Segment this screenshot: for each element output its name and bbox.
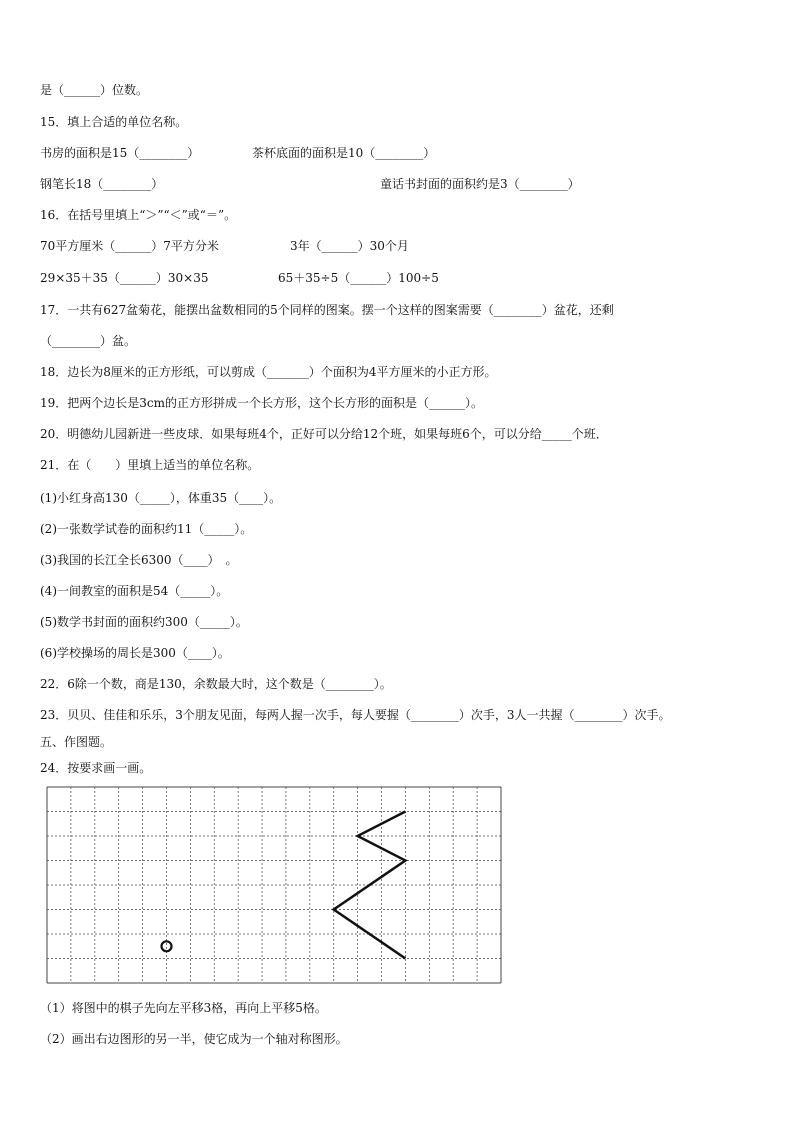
q15-a: 书房的面积是15（________） (40, 146, 200, 160)
q17-line1: 17．一共有627盆菊花，能摆出盆数相同的5个同样的图案。摆一个这样的图案需要（________）盆花，还剩 (40, 303, 614, 317)
q21-6: (6)学校操场的周长是300（____）。 (40, 646, 230, 660)
q16-d: 65＋35÷5（______）100÷5 (278, 271, 439, 285)
chess-piece (162, 941, 172, 951)
q15-title: 15．填上合适的单位名称。 (40, 115, 188, 129)
q16-a: 70平方厘米（______）7平方分米 (40, 239, 219, 253)
q16-title: 16．在括号里填上“＞”“＜”或“＝”。 (40, 208, 237, 222)
q19: 19．把两个边长是3cm的正方形拼成一个长方形，这个长方形的面积是（______）。 (40, 396, 484, 410)
q15-c: 钢笔长18（________） (40, 177, 164, 191)
drawing-grid (46, 786, 502, 984)
q17-line2: （________）盆。 (40, 334, 137, 348)
q21-2: (2)一张数学试卷的面积约11（_____）。 (40, 522, 253, 536)
q18: 18．边长为8厘米的正方形纸，可以剪成（_______）个面积为4平方厘米的小正方形。 (40, 365, 497, 379)
q24-sub1: （1）将图中的棋子先向左平移3格，再向上平移5格。 (40, 1001, 327, 1015)
q20: 20．明德幼儿园新进一些皮球．如果每班4个，正好可以分给12个班，如果每班6个，可以分给_____个班． (40, 427, 608, 441)
q24-sub2: （2）画出右边图形的另一半，使它成为一个轴对称图形。 (40, 1032, 348, 1046)
section-5-title: 五、作图题。 (40, 735, 113, 749)
q21-1: (1)小红身高130（_____），体重35（____）。 (40, 491, 282, 505)
q15-d: 童话书封面的面积约是3（________） (380, 177, 580, 191)
q21-title: 21．在（ ）里填上适当的单位名称。 (40, 458, 260, 472)
q14-tail: 是（______）位数。 (40, 83, 149, 97)
q15-b: 茶杯底面的面积是10（________） (252, 146, 436, 160)
q16-c: 29×35＋35（______）30×35 (40, 271, 209, 285)
q24-title: 24．按要求画一画。 (40, 761, 152, 775)
q21-4: (4)一间教室的面积是54（_____）。 (40, 584, 229, 598)
q23: 23．贝贝、佳佳和乐乐，3个朋友见面，每两人握一次手，每人要握（________）次手，3人一共握（________）次手。 (40, 708, 671, 722)
q22: 22．6除一个数，商是130，余数最大时，这个数是（________）。 (40, 677, 392, 691)
q21-3: (3)我国的长江全长6300（____） 。 (40, 553, 238, 567)
grid-lines (47, 787, 501, 983)
q16-b: 3年（______）30个月 (290, 239, 409, 253)
q21-5: (5)数学书封面的面积约300（_____）。 (40, 615, 248, 629)
